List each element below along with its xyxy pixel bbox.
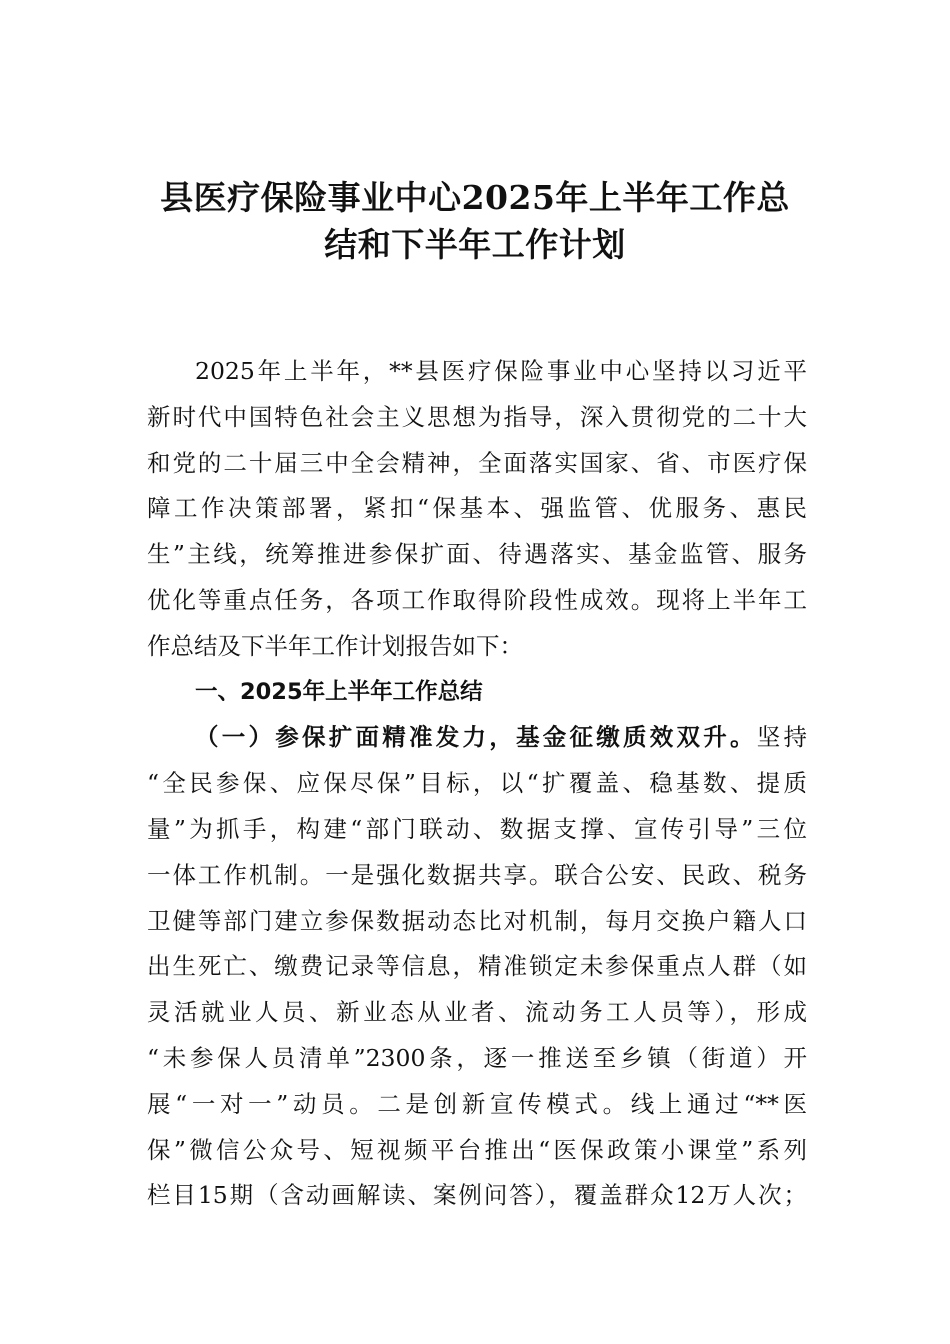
subsection-line: “全民参保、应保尽保”目标，以“扩覆盖、稳基数、提质 — [147, 769, 807, 798]
intro-line: 优化等重点任务，各项工作取得阶段性成效。现将上半年工 — [147, 585, 807, 614]
intro-line: 生”主线，统筹推进参保扩面、待遇落实、基金监管、服务 — [147, 540, 807, 569]
subsection-first-tail: 坚持 — [756, 723, 807, 752]
document-body — [147, 349, 807, 1219]
subsection-line: 栏目15期（含动画解读、案例问答），覆盖群众12万人次； — [147, 1181, 807, 1210]
intro-line: 和党的二十届三中全会精神，全面落实国家、省、市医疗保 — [147, 448, 807, 477]
subsection-line: 展“一对一”动员。二是创新宣传模式。线上通过“**医 — [147, 1089, 807, 1118]
subsection-line: 出生死亡、缴费记录等信息，精准锁定未参保重点人群（如 — [147, 952, 807, 981]
subsection-title: （一）参保扩面精准发力，基金征缴质效双升。 — [195, 723, 757, 752]
intro-line: 新时代中国特色社会主义思想为指导，深入贯彻党的二十大 — [147, 402, 807, 431]
subsection-first-line — [147, 715, 807, 761]
document-title-line-2: 结和下半年工作计划 — [324, 225, 626, 264]
subsection-line: 保”微信公众号、短视频平台推出“医保政策小课堂”系列 — [147, 1135, 807, 1164]
subsection-line: 量”为抓手，构建“部门联动、数据支撑、宣传引导”三位 — [147, 814, 807, 843]
section-heading: 一、2025年上半年工作总结 — [195, 678, 483, 705]
subsection-line: 一体工作机制。一是强化数据共享。联合公安、民政、税务 — [147, 860, 807, 889]
document-title-line-1: 县医疗保险事业中心2025年上半年工作总 — [160, 178, 790, 217]
subsection-line: “未参保人员清单”2300条，逐一推送至乡镇（街道）开 — [147, 1043, 807, 1072]
intro-line: 作总结及下半年工作计划报告如下： — [147, 631, 523, 660]
intro-line: 2025年上半年，**县医疗保险事业中心坚持以习近平 — [195, 357, 807, 385]
intro-line: 障工作决策部署，紧扣“保基本、强监管、优服务、惠民 — [147, 494, 807, 523]
subsection-line: 卫健等部门建立参保数据动态比对机制，每月交换户籍人口 — [147, 906, 807, 935]
subsection-line: 灵活就业人员、新业态从业者、流动务工人员等），形成 — [147, 998, 807, 1027]
